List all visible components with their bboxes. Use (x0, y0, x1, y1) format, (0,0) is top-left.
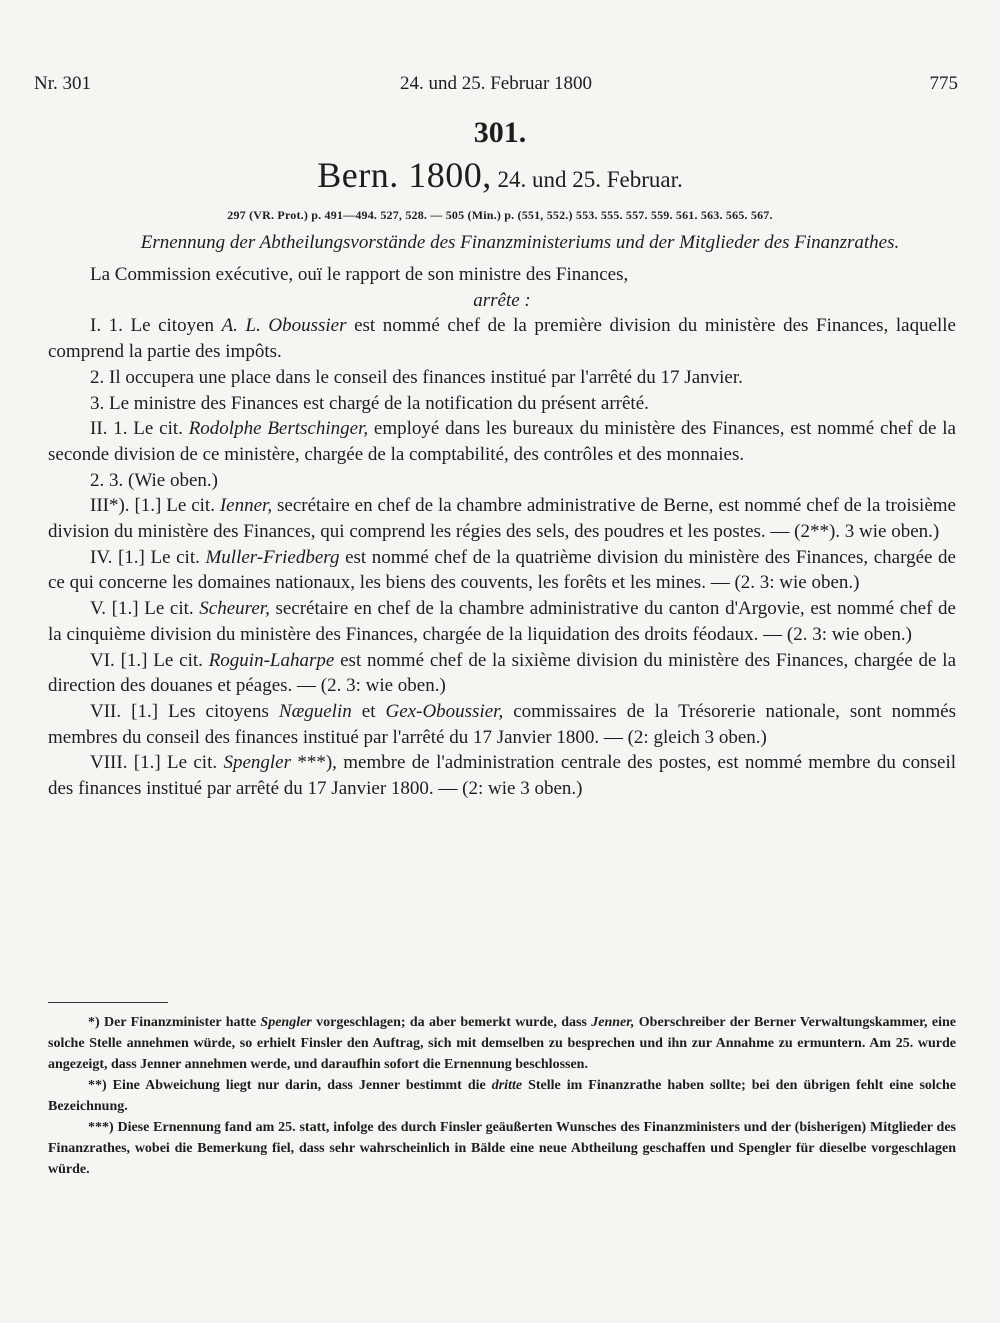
paragraph-7 (48, 545, 956, 596)
document-title: Ernennung der Abtheilungsvorstände des Finanzministeriums und der Mitglieder des Finanzrathes. (140, 232, 900, 253)
person-name: Ienner, (219, 495, 273, 517)
text-run: VII. [1.] Les citoyens (90, 700, 279, 722)
text-run: II. 1. Le cit. (90, 418, 189, 440)
text-run: ***), membre de l'administration centrale des postes, est nommé membre du conseil des finances institué par arrêté du 17 Janvier 1800. — (2: wie 3 oben.) (48, 752, 956, 800)
person-name: Roguin-Laharpe (208, 649, 335, 671)
text-run: Oberschreiber der Berner Verwaltungskammer, eine solche Stelle annehmen würde, so erhielt Finsler den Auftrag, sich mit demselben zu besprechen und ihn zur Annahme zu ermuntern. Am 25. wurde angezeigt, dass Jenner annehmen werde, und daraufhin sofort die Ernennung beschlossen. (48, 1015, 956, 1072)
page-number: 775 (929, 73, 958, 94)
person-name: Muller-Friedberg (205, 546, 340, 568)
paragraph-10 (48, 699, 956, 750)
person-name: Gex-Oboussier, (385, 700, 504, 722)
text-run: III*). [1.] Le cit. (90, 495, 220, 517)
document-number: 301. (473, 116, 527, 149)
text-run: secrétaire en chef de la chambre administrative du canton d'Argovie, est nommé chef de la cinquième division du ministère des Finances, chargée de la liquidation des droits féodaux. — (2. 3: wie oben.) (48, 598, 956, 645)
text-run: employé dans les bureaux du ministère des Finances, est nommé chef de la seconde division de ce ministère, chargée de la comptabilité, des contrôles et des monnaies. (48, 418, 956, 465)
person-name: Spengler (223, 752, 291, 774)
paragraph-8 (48, 596, 956, 647)
text-run: est nommé chef de la sixième division du ministère des Finances, chargée de la direction des douanes et péages. — (2. 3: wie oben.) (48, 649, 956, 697)
paragraph-1 (48, 313, 956, 364)
footnote-2 (48, 1075, 956, 1117)
paragraph-4 (48, 416, 956, 467)
text-run: est nommé chef de la première division du ministère des Finances, laquelle comprend la partie des impôts. (48, 315, 956, 363)
text-run: VIII. [1.] Le cit. (90, 752, 224, 774)
text-run: secrétaire en chef de la chambre administrative de Berne, est nommé chef de la troisième division du ministère des Finances, qui comprend les régies des sels, des poudres et les postes. — (2**). 3 wie oben.) (48, 495, 956, 543)
text-run: vorgeschlagen; da aber bemerkt wurde, dass (311, 1015, 592, 1030)
text-run: et (351, 700, 386, 722)
paragraph-3: 3. Le ministre des Finances est chargé de la notification du présent arrêté. (90, 392, 649, 414)
header-document-number: Nr. 301 (34, 73, 91, 94)
footnote-divider (48, 1002, 168, 1003)
running-head (34, 70, 958, 98)
person-name: Jenner, (591, 1015, 635, 1030)
footnote-1 (48, 1012, 956, 1075)
person-name: Scheurer, (199, 598, 270, 620)
text-run: **) Eine Abweichung liegt nur darin, dass Jenner bestimmt die (88, 1078, 492, 1093)
text-run: est nommé chef de la quatrième division du ministère des Finances, chargée de ce qui concerne les domaines nationaux, les biens des couvents, les forêts et les mines. — (2. 3: wie oben.) (48, 546, 956, 594)
document-body (48, 262, 956, 802)
arrete-heading: arrête : (473, 289, 531, 311)
person-name: Spengler (260, 1015, 312, 1030)
emphasis: dritte (491, 1078, 523, 1093)
paragraph-11 (48, 750, 956, 801)
text-run: V. [1.] Le cit. (90, 598, 200, 620)
paragraph-9 (48, 648, 956, 699)
text-run: I. 1. Le citoyen (90, 315, 222, 337)
person-name: A. L. Oboussier (221, 315, 347, 337)
source-references: 297 (VR. Prot.) p. 491—494. 527, 528. — 505 (Min.) p. (551, 552.) 553. 555. 557. 559. 561. 563. 565. 567. (227, 208, 773, 222)
person-name: Rodolphe Bertschinger, (188, 418, 369, 440)
date-detail: 24. und 25. Februar. (491, 167, 683, 192)
footnote-3: ***) Diese Ernennung fand am 25. statt, infolge des durch Finsler geäußerten Wunsches des Finanzministers und der (bisherigen) Mitglieder des Finanzrathes, wobei die Bemerkung fiel, dass sehr wahrscheinlich in Bälde eine neue Abtheilung geschaffen und Spengler für dieselbe vorgeschlagen würde. (48, 1120, 956, 1177)
paragraph-6 (48, 493, 956, 544)
header-date: 24. und 25. Februar 1800 (399, 73, 593, 94)
text-run: VI. [1.] Le cit. (90, 649, 209, 671)
intro-paragraph: La Commission exécutive, ouï le rapport de son ministre des Finances, (90, 264, 629, 285)
text-run: Stelle im Finanzrathe haben sollte; bei den übrigen fehlt eine solche Bezeichnung. (48, 1078, 956, 1114)
text-run: commissaires de la Trésorerie nationale, sont nommés membres du conseil des finances institué par l'arrêté du 17 Janvier 1800. — (2: gleich 3 oben.) (48, 700, 956, 748)
person-name: Næguelin (278, 700, 352, 722)
place-date-heading (0, 152, 1000, 206)
footnotes (48, 1012, 956, 1180)
place-year: Bern. 1800, (317, 155, 492, 195)
paragraph-5: 2. 3. (Wie oben.) (90, 469, 218, 491)
text-run: IV. [1.] Le cit. (90, 546, 206, 568)
text-run: *) Der Finanzminister hatte (88, 1015, 261, 1030)
paragraph-2: 2. Il occupera une place dans le conseil des finances institué par l'arrêté du 17 Janvier. (90, 366, 743, 388)
